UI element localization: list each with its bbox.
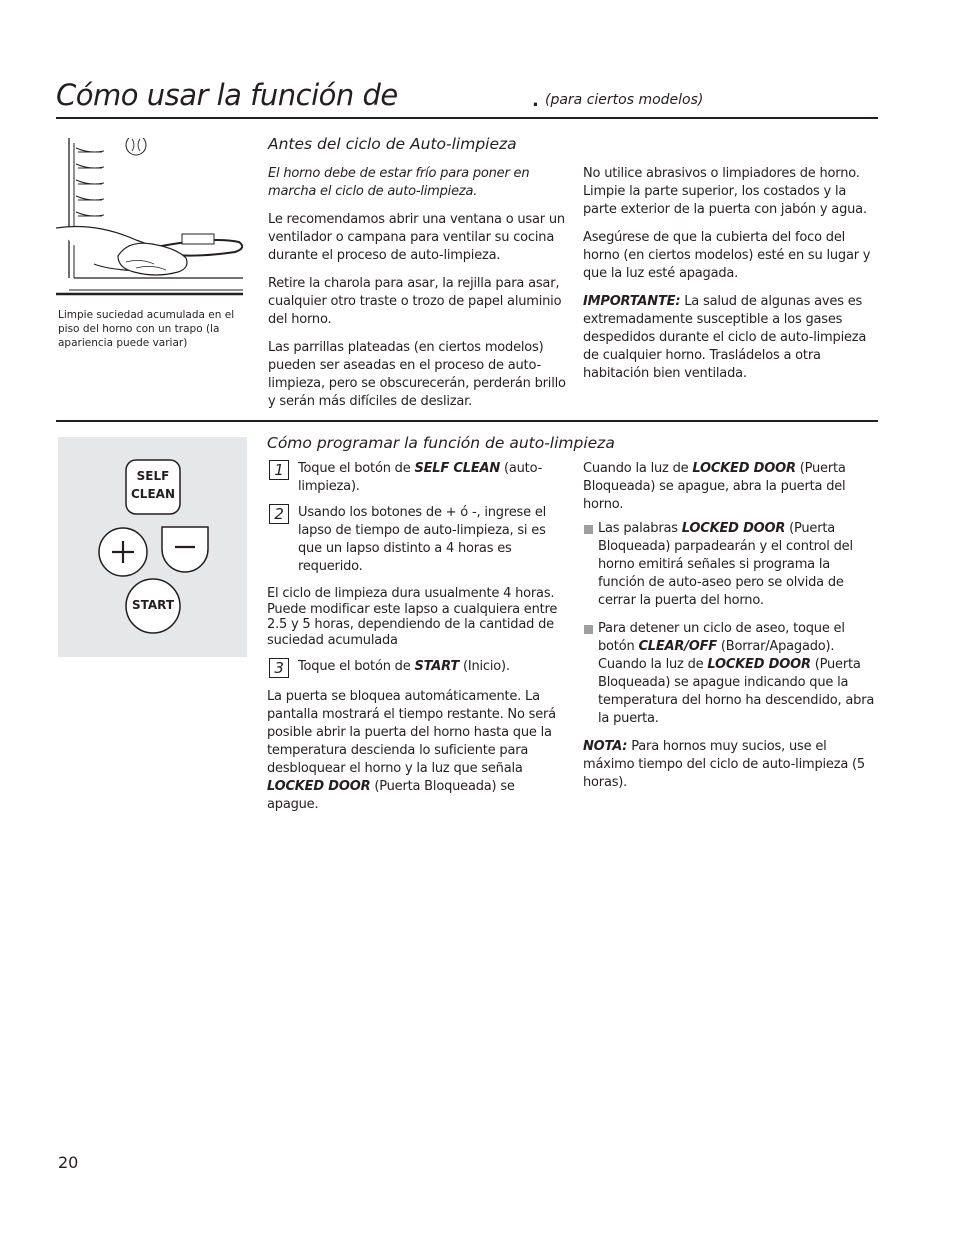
step-3-suffix: (Inicio). xyxy=(459,659,510,674)
before-right-column xyxy=(583,165,879,393)
start-ref: START xyxy=(414,659,460,674)
nota-label: NOTA: xyxy=(583,739,628,754)
cold-oven-note: El horno debe de estar frío para poner en marcha el ciclo de auto-limpieza. xyxy=(268,166,530,199)
locked-door-ref: LOCKED DOOR xyxy=(692,461,796,476)
header-divider xyxy=(56,117,878,119)
ventilation-note: Le recomendamos abrir una ventana o usar un ventilador o campana para ventilar su cocina durante el proceso de auto-limpieza. xyxy=(268,212,565,263)
racks-note: Las parrillas plateadas (en ciertos modelos) pueden ser aseadas en el proceso de auto-limpieza, pero se obscurecerán, perderán brillo y serán más difíciles de deslizar. xyxy=(268,340,566,409)
important-birds-note xyxy=(583,293,879,383)
minus-button[interactable] xyxy=(162,527,208,572)
plus-button[interactable] xyxy=(99,528,147,576)
step-1 xyxy=(267,460,562,496)
step-2 xyxy=(267,504,562,576)
self-clean-ref: SELF CLEAN xyxy=(414,461,501,476)
door-lock-suffix: (Puerta Bloqueada) se apague. xyxy=(267,779,515,812)
clear-off-ref: CLEAR/OFF xyxy=(638,639,717,654)
oven-cleaning-illustration xyxy=(56,138,243,298)
page-title: Cómo usar la función de xyxy=(56,78,398,112)
locked-door-ref: LOCKED DOOR xyxy=(707,657,811,672)
self-clean-button[interactable] xyxy=(126,467,180,503)
locked-door-ref: LOCKED DOOR xyxy=(681,521,786,536)
before-cycle-heading: Antes del ciclo de Auto-limpieza xyxy=(268,135,517,153)
step-1-text: Toque el botón de xyxy=(298,461,415,476)
step-3-number: 3 xyxy=(269,658,289,678)
bullet-square-icon xyxy=(584,625,593,634)
bullet-stop-cycle xyxy=(583,620,879,728)
door-lock-text: La puerta se bloquea automáticamente. La pantalla mostrará el tiempo restante. No será posible abrir la puerta del horno hasta que la temperatura descienda lo suficiente para desbloquear el horno y la luz que señala xyxy=(267,689,556,776)
open-door-text: Cuando la luz de xyxy=(583,461,693,476)
nota-note xyxy=(583,738,879,792)
no-abrasives-note: No utilice abrasivos o limpiadores de horno. Limpie la parte superior, los costados y la parte exterior de la puerta con jabón y agua. xyxy=(583,166,867,217)
nota-text: Para hornos muy sucios, use el máximo tiempo del ciclo de auto-limpieza (5 horas). xyxy=(583,739,865,790)
bullet-locked-door-blink xyxy=(583,520,879,610)
step-3 xyxy=(267,658,562,676)
important-text: La salud de algunas aves es extremadamente susceptible a los gases despedidos durante el ciclo de auto-limpieza de cualquier horno. Trasládelos a otra habitación bien ventilada. xyxy=(583,294,867,381)
important-label: IMPORTANTE: xyxy=(583,294,681,309)
program-left-column xyxy=(267,460,562,814)
bullet-1-suffix: (Puerta Bloqueada) parpadearán y el control del horno emitirá señales si programa la función de auto-aseo pero se olvida de cerrar la puerta del horno. xyxy=(598,521,853,608)
program-heading: Cómo programar la función de auto-limpieza xyxy=(267,434,615,452)
bullet-2-text: Para detener un ciclo de aseo, toque el botón xyxy=(598,621,845,654)
step-1-number: 1 xyxy=(269,460,289,480)
title-dot: . xyxy=(532,90,539,111)
remove-items-note: Retire la charola para asar, la rejilla para asar, cualquier otro traste o trozo de papel aluminio del horno. xyxy=(268,276,562,327)
page-subtitle: (para ciertos modelos) xyxy=(545,92,704,108)
bullet-1-text: Las palabras xyxy=(598,521,682,536)
self-clean-label-line1: SELF xyxy=(136,469,170,483)
bullet-2-mid: (Borrar/Apagado). Cuando la luz de xyxy=(598,639,835,672)
before-left-column xyxy=(268,165,566,421)
step-1-suffix: (auto-limpieza). xyxy=(298,461,543,494)
open-door-suffix: (Puerta Bloqueada) se apague, abra la puerta del horno. xyxy=(583,461,846,512)
bullet-square-icon xyxy=(584,525,593,534)
light-cover-note: Asegúrese de que la cubierta del foco del horno (en ciertos modelos) esté en su lugar y que la luz esté apagada. xyxy=(583,230,871,281)
oven-figure-caption: Limpie suciedad acumulada en el piso del horno con un trapo (la apariencia puede variar) xyxy=(58,309,235,349)
section-divider xyxy=(56,420,878,422)
locked-door-ref: LOCKED DOOR xyxy=(267,779,371,794)
duration-note: El ciclo de limpieza dura usualmente 4 horas. Puede modificar este lapso a cualquiera entre 2.5 y 5 horas, dependiendo de la cantidad de suciedad acumulada xyxy=(267,586,558,648)
start-button[interactable]: START xyxy=(131,598,175,612)
open-door-note xyxy=(583,460,879,514)
bullet-2-suffix: (Puerta Bloqueada) se apague indicando que la temperatura del horno ha descendido, abra la puerta. xyxy=(598,657,875,726)
program-right-column xyxy=(583,460,879,792)
door-lock-note xyxy=(267,688,562,814)
control-panel-illustration xyxy=(58,437,247,657)
page-number: 20 xyxy=(58,1153,79,1172)
self-clean-label-line2: CLEAN xyxy=(131,487,175,501)
step-2-text: Usando los botones de + ó -, ingrese el lapso de tiempo de auto-limpieza, si es que un lapso distinto a 4 horas es requerido. xyxy=(298,505,547,574)
step-3-text: Toque el botón de xyxy=(298,659,415,674)
step-2-number: 2 xyxy=(269,504,289,524)
